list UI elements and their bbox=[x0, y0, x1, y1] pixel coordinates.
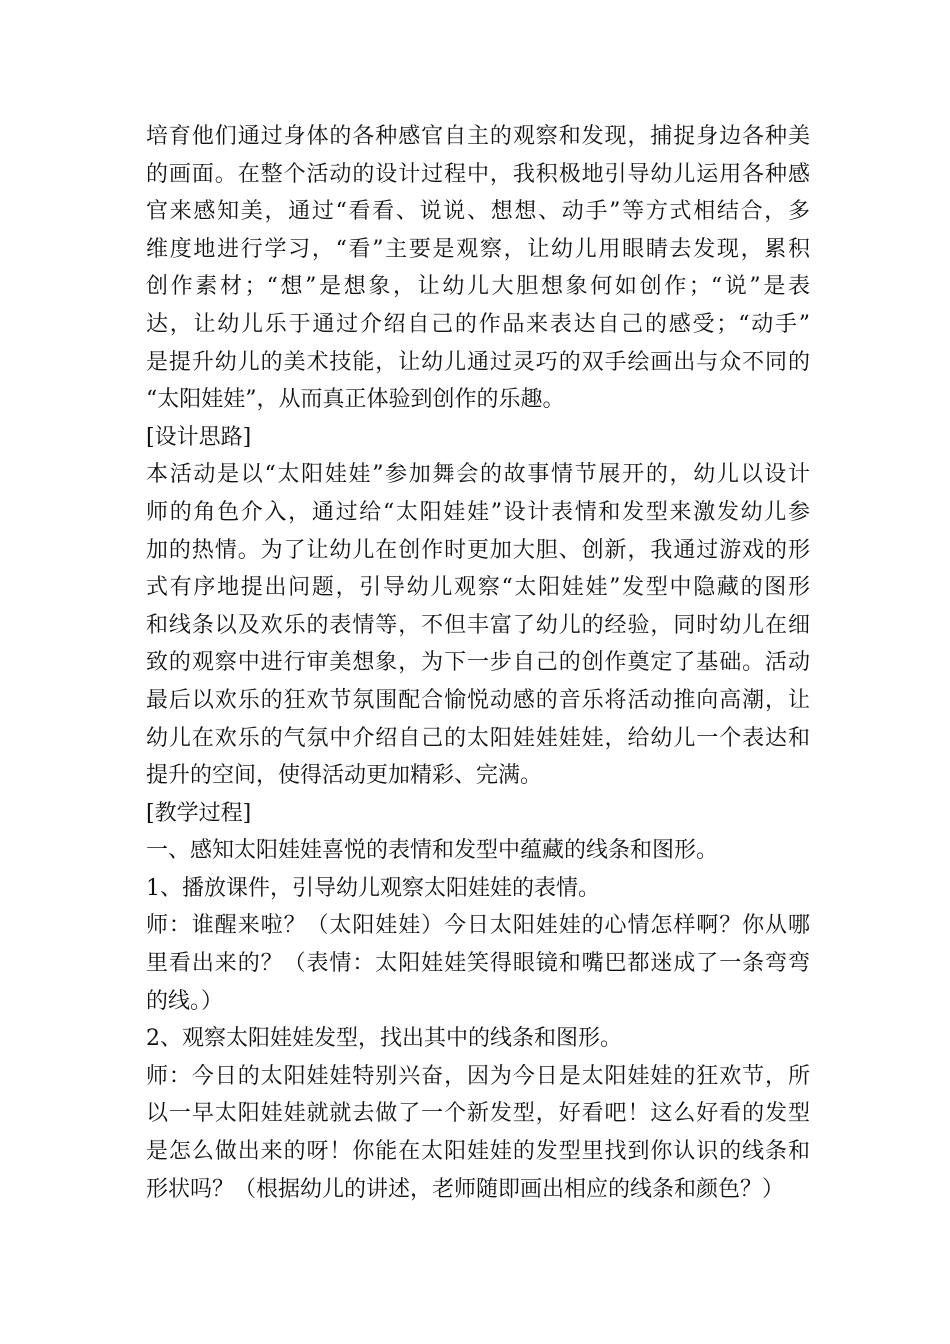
step-1-dialogue bbox=[146, 907, 810, 1020]
text-line: 是提升幼儿的美术技能，让幼儿通过灵巧的双手绘画出与众不同的 bbox=[146, 349, 810, 375]
text-line: 式有序地提出问题，引导幼儿观察“太阳娃娃”发型中隐藏的图形 bbox=[146, 575, 810, 601]
text-line: 加的热情。为了让幼儿在创作时更加大胆、创新，我通过游戏的形 bbox=[146, 537, 810, 563]
text-line: 师：今日的太阳娃娃特别兴奋，因为今日是太阳娃娃的狂欢节，所 bbox=[146, 1063, 810, 1089]
text-line: 最后以欢乐的狂欢节氛围配合愉悦动感的音乐将活动推向高潮，让 bbox=[146, 687, 810, 713]
intro-paragraph bbox=[146, 118, 810, 419]
text-line: 创作素材；“想”是想象，让幼儿大胆想象何如创作；“说”是表 bbox=[146, 274, 810, 300]
text-line: 里看出来的？（表情：太阳娃娃笑得眼镜和嘴巴都迷成了一条弯弯 bbox=[146, 951, 810, 977]
step-1-title: 1、播放课件，引导幼儿观察太阳娃娃的表情。 bbox=[146, 875, 600, 901]
text-line: 以一早太阳娃娃就就去做了一个新发型，好看吧！这么好看的发型 bbox=[146, 1101, 810, 1127]
text-line: 师的角色介入，通过给“太阳娃娃”设计表情和发型来激发幼儿参 bbox=[146, 499, 810, 525]
text-line: 培育他们通过身体的各种感官自主的观察和发现，捕捉身边各种美 bbox=[146, 124, 810, 149]
step-2-dialogue bbox=[146, 1058, 810, 1208]
design-paragraph bbox=[146, 456, 810, 794]
text-line: 的画面。在整个活动的设计过程中，我积极地引导幼儿运用各种感 bbox=[146, 161, 810, 187]
text-line: 的线。） bbox=[146, 988, 224, 1014]
section-heading-design-idea: [设计思路] bbox=[146, 424, 252, 450]
document-page bbox=[146, 118, 810, 1208]
text-line: 官来感知美，通过“看看、说说、想想、动手”等方式相结合，多 bbox=[146, 199, 810, 225]
text-line: 和线条以及欢乐的表情等，不但丰富了幼儿的经验，同时幼儿在细 bbox=[146, 612, 810, 638]
text-line: 师：谁醒来啦？（太阳娃娃）今日太阳娃娃的心情怎样啊？你从哪 bbox=[146, 913, 810, 939]
text-line: 达，让幼儿乐于通过介绍自己的作品来表达自己的感受；“动手” bbox=[146, 311, 810, 337]
step-2-title: 2、观察太阳娃娃发型，找出其中的线条和图形。 bbox=[146, 1026, 622, 1052]
text-line: 幼儿在欢乐的气氛中介绍自己的太阳娃娃娃娃，给幼儿一个表达和 bbox=[146, 725, 810, 751]
text-line: “太阳娃娃”，从而真正体验到创作的乐趣。 bbox=[146, 387, 565, 413]
section-heading-teaching-process: [教学过程] bbox=[146, 800, 252, 826]
section-one-title: 一、感知太阳娃娃喜悦的表情和发型中蕴藏的线条和图形。 bbox=[146, 838, 719, 864]
text-line: 是怎么做出来的呀！你能在太阳娃娃的发型里找到你认识的线条和 bbox=[146, 1139, 810, 1165]
text-line: 维度地进行学习，“看”主要是观察，让幼儿用眼睛去发现，累积 bbox=[146, 236, 810, 262]
text-line: 提升的空间，使得活动更加精彩、完满。 bbox=[146, 763, 543, 789]
text-line: 形状吗？（根据幼儿的讲述，老师随即画出相应的线条和颜色？） bbox=[146, 1176, 785, 1202]
text-line: 本活动是以“太阳娃娃”参加舞会的故事情节展开的，幼儿以设计 bbox=[146, 462, 810, 488]
text-line: 致的观察中进行审美想象，为下一步自己的创作奠定了基础。活动 bbox=[146, 650, 810, 676]
